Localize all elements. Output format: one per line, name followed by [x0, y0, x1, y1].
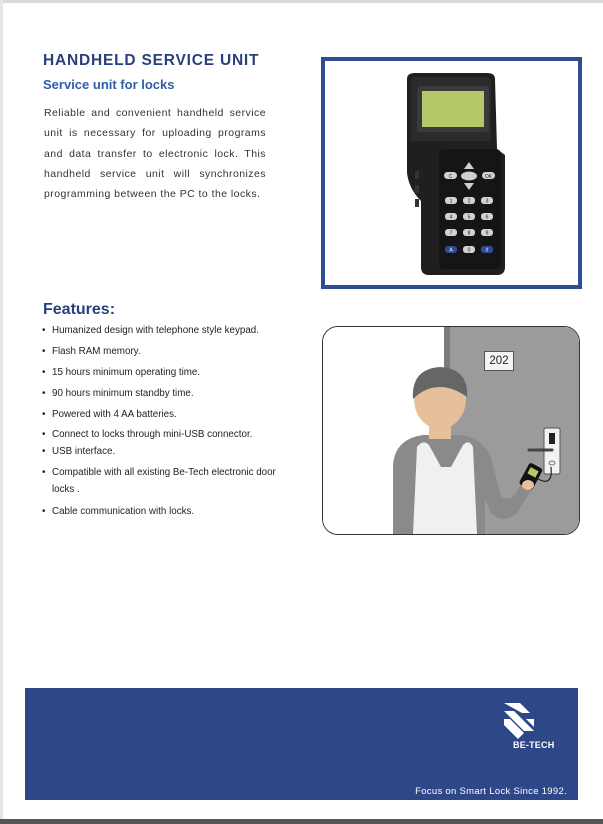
- features-heading: Features:: [43, 301, 116, 318]
- key-0: 0: [467, 247, 471, 254]
- feature-item: • Flash RAM memory.: [42, 344, 282, 359]
- usage-illustration: [322, 326, 580, 535]
- technician-at-door-image: [323, 327, 579, 534]
- handheld-device-image: [325, 61, 578, 285]
- feature-item: • Connect to locks through mini-USB connector.: [42, 427, 282, 442]
- key-9: 9: [485, 230, 489, 237]
- bottom-edge-rule: [0, 819, 603, 824]
- key-4: 4: [449, 214, 453, 221]
- feature-item: • Compatible with all existing Be-Tech electronic door locks .: [42, 464, 282, 498]
- key-hash: #: [485, 247, 489, 254]
- brand-name: BE-TECH: [513, 740, 555, 750]
- page-title: HANDHELD SERVICE UNIT: [43, 52, 260, 69]
- features-list: [42, 322, 282, 519]
- key-c: C: [448, 174, 453, 180]
- device-photo-frame: [321, 57, 582, 289]
- key-2: 2: [467, 198, 471, 205]
- feature-item: • 15 hours minimum operating time.: [42, 365, 282, 380]
- key-7: 7: [449, 230, 453, 237]
- feature-item: • 90 hours minimum standby time.: [42, 386, 282, 401]
- key-ok: OK: [484, 174, 493, 180]
- left-edge-rule: [0, 0, 3, 824]
- page-subtitle: Service unit for locks: [43, 77, 175, 92]
- key-6: 6: [485, 214, 489, 221]
- key-1: 1: [449, 198, 453, 205]
- feature-item: • USB interface.: [42, 444, 282, 459]
- feature-item: • Humanized design with telephone style keypad.: [42, 323, 282, 338]
- key-5: 5: [467, 214, 471, 221]
- top-edge-rule: [0, 0, 603, 3]
- key-a: A: [449, 247, 453, 254]
- room-number-plate: 202: [484, 351, 514, 371]
- footer-tagline: Focus on Smart Lock Since 1992.: [415, 786, 567, 797]
- key-3: 3: [485, 198, 489, 205]
- feature-item: • Powered with 4 AA batteries.: [42, 407, 282, 422]
- product-description: Reliable and convenient handheld service unit is necessary for uploading programs and data transfer to electronic lock. This handheld service unit will synchronizes programming between the PC to the locks.: [44, 107, 266, 201]
- key-8: 8: [467, 230, 471, 237]
- feature-item: • Cable communication with locks.: [42, 504, 282, 519]
